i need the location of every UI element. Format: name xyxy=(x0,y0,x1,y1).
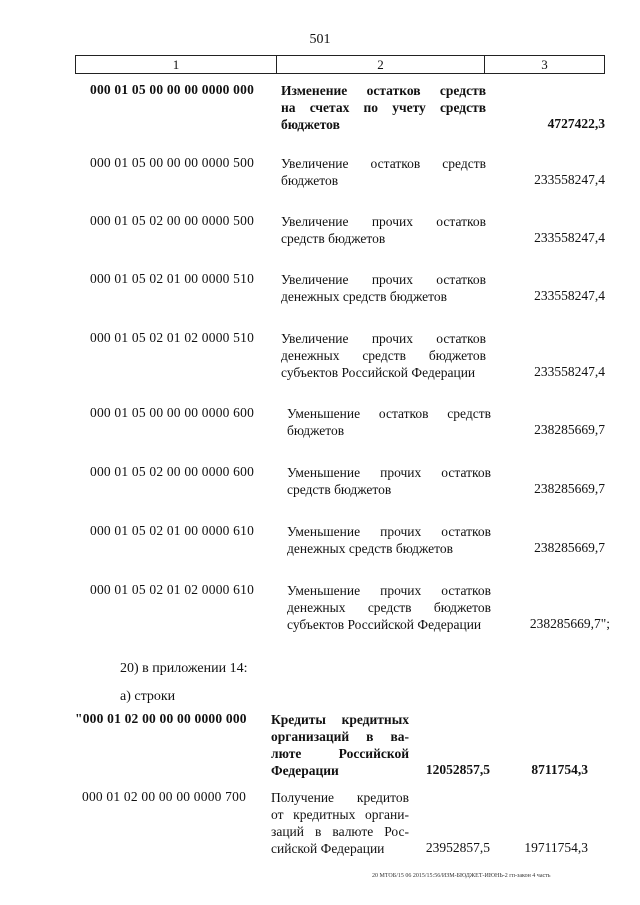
row-description xyxy=(281,213,486,247)
description-line: денежных средств бюджетов xyxy=(281,289,448,304)
row-description xyxy=(281,82,486,133)
description-line: Увеличение прочих остатков xyxy=(281,331,486,346)
description-line: на счетах по учету средств xyxy=(281,100,486,115)
row-amount: 233558247,4 xyxy=(534,172,605,187)
row-amount-year-2: 19711754,3 xyxy=(524,840,588,855)
item-20-heading: 20) в приложении 14: xyxy=(120,661,248,676)
row-description xyxy=(281,155,486,189)
row-code: "000 01 02 00 00 00 0000 000 xyxy=(75,711,247,726)
row-code: 000 01 05 02 01 02 0000 510 xyxy=(90,330,255,345)
row-amount-year-1: 12052857,5 xyxy=(425,762,490,777)
item-a-heading: а) строки xyxy=(120,689,176,704)
description-line: бюджетов xyxy=(287,423,345,438)
header-col-1: 1 xyxy=(76,56,277,74)
row-amount: 4727422,3 xyxy=(547,116,605,131)
description-line: Уменьшение прочих остатков xyxy=(287,524,491,539)
row-amount: 238285669,7 xyxy=(534,422,605,437)
description-line: Получение кредитов xyxy=(271,790,409,805)
row-description xyxy=(271,711,409,779)
description-line: Увеличение прочих остатков xyxy=(281,272,486,287)
row-amount: 238285669,7 xyxy=(534,481,605,496)
description-line: заций в валюте Рос- xyxy=(271,824,409,839)
description-line: сийской Федерации xyxy=(271,841,385,856)
description-line: организаций в ва- xyxy=(271,729,409,744)
row-amount: 238285669,7"; xyxy=(529,616,610,631)
description-line: средств бюджетов xyxy=(281,231,386,246)
row-description xyxy=(281,330,486,381)
row-amount: 233558247,4 xyxy=(534,364,605,379)
description-line: денежных средств бюджетов xyxy=(287,541,454,556)
description-line: Федерации xyxy=(271,763,339,778)
header-col-3: 3 xyxy=(485,56,605,74)
table-header xyxy=(75,55,605,74)
row-description xyxy=(287,582,491,633)
description-line: от кредитных органи- xyxy=(271,807,409,822)
row-amount: 238285669,7 xyxy=(534,540,605,555)
row-code: 000 01 02 00 00 00 0000 700 xyxy=(82,789,247,804)
description-line: бюджетов xyxy=(281,117,340,132)
description-line: денежных средств бюджетов xyxy=(287,600,491,615)
description-line: Уменьшение остатков средств xyxy=(287,406,491,421)
row-amount-year-2: 8711754,3 xyxy=(531,762,588,777)
description-line: Уменьшение прочих остатков xyxy=(287,583,491,598)
description-line: Кредиты кредитных xyxy=(271,712,409,727)
description-line: люте Российской xyxy=(271,746,409,761)
row-code: 000 01 05 02 01 00 0000 510 xyxy=(90,271,255,286)
row-description xyxy=(271,789,409,857)
row-amount: 233558247,4 xyxy=(534,288,605,303)
row-description xyxy=(281,271,486,305)
row-description xyxy=(287,523,491,557)
row-code: 000 01 05 00 00 00 0000 500 xyxy=(90,155,255,170)
row-code: 000 01 05 02 00 00 0000 500 xyxy=(90,213,255,228)
row-code: 000 01 05 00 00 00 0000 000 xyxy=(90,82,255,97)
row-amount-year-1: 23952857,5 xyxy=(425,840,490,855)
description-line: средств бюджетов xyxy=(287,482,392,497)
description-line: Изменение остатков средств xyxy=(281,83,486,98)
footer-stamp: 20 МТОБ/15 06 2015/15:56/ИЗМ-БЮДЖЕТ-ИЮНЬ-2 гп-закон 4 часть xyxy=(372,873,551,879)
description-line: субъектов Российской Федерации xyxy=(287,617,482,632)
page-number: 501 xyxy=(309,32,331,47)
description-line: бюджетов xyxy=(281,173,339,188)
description-line: денежных средств бюджетов xyxy=(281,348,486,363)
row-description xyxy=(287,405,491,439)
description-line: Увеличение остатков средств xyxy=(281,156,486,171)
description-line: субъектов Российской Федерации xyxy=(281,365,476,380)
row-amount: 233558247,4 xyxy=(534,230,605,245)
row-code: 000 01 05 02 01 00 0000 610 xyxy=(90,523,255,538)
row-code: 000 01 05 02 01 02 0000 610 xyxy=(90,582,255,597)
row-code: 000 01 05 02 00 00 0000 600 xyxy=(90,464,255,479)
row-description xyxy=(287,464,491,498)
description-line: Уменьшение прочих остатков xyxy=(287,465,491,480)
header-col-2: 2 xyxy=(277,56,485,74)
row-code: 000 01 05 00 00 00 0000 600 xyxy=(90,405,255,420)
description-line: Увеличение прочих остатков xyxy=(281,214,486,229)
